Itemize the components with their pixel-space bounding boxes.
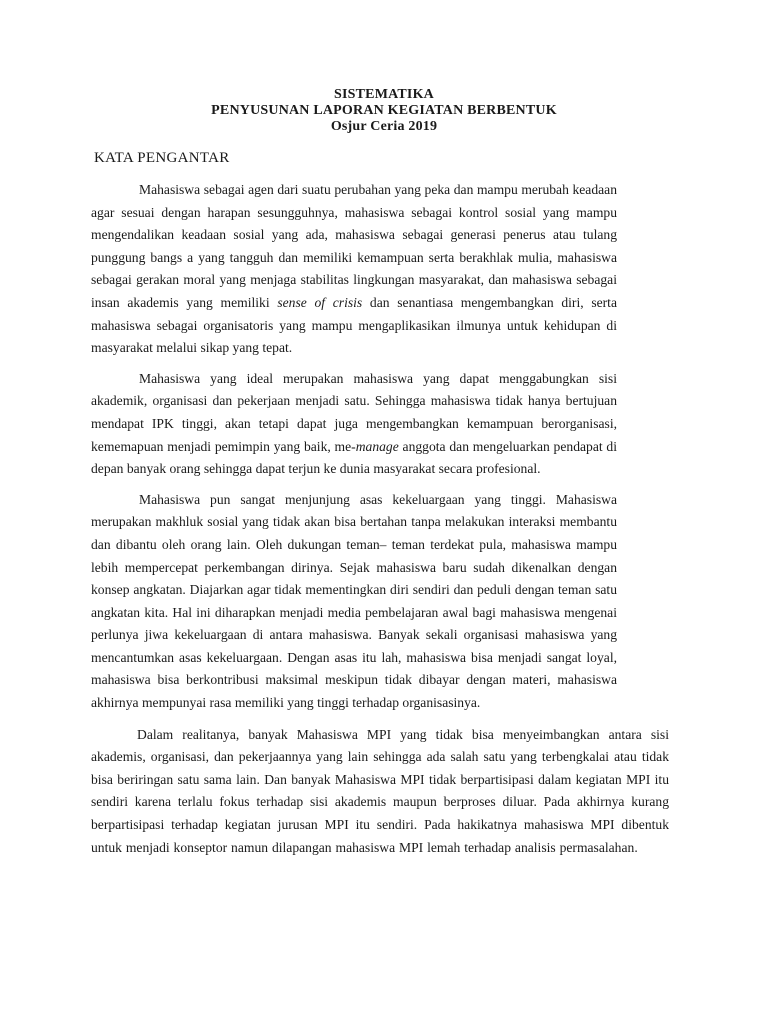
paragraph-1-italic-term: sense of crisis [277,294,363,310]
paragraph-1-text: Mahasiswa sebagai agen dari suatu perubahan yang peka dan mampu merubah keadaan agar sesuai dengan harapan sesungguhnya, mahasiswa sebagai kontrol sosial yang mampu mengendalikan keadaan sosial yang ada, mahasiswa sebagai generasi penerus atau tulang punggung bangs a yang tangguh dan memiliki kemampuan serta berakhlak mulia, mahasiswa sebagai gerakan moral yang menjaga stabilitas lingkungan masyarakat, dan mahasiswa sebagai insan akademis yang memiliki [91,182,617,310]
body-text [91,179,669,867]
paragraph-1 [91,179,617,360]
title-line-1: SISTEMATIKA [334,87,434,102]
title-line-3: Osjur Ceria 2019 [330,119,438,134]
document-title [0,87,768,135]
paragraph-2-text: Mahasiswa yang ideal merupakan mahasiswa yang dapat menggabungkan sisi akademik, organisasi dan pekerjaan menjadi satu. Sehingga mahasiswa tidak hanya bertujuan mendapat IPK tinggi, akan tetapi dapat juga mengembangkan kemampuan berorganisasi, kememapuan menjadi pemimpin yang baik, me- [91,370,617,454]
section-heading: KATA PENGANTAR [94,150,230,166]
title-line-2: PENYUSUNAN LAPORAN KEGIATAN BERBENTUK [211,103,557,118]
paragraph-3-text: Mahasiswa pun sangat menjunjung asas kekeluargaan yang tinggi. Mahasiswa merupakan makhluk sosial yang tidak akan bisa bertahan tanpa melakukan interaksi membantu dan dibantu oleh orang lain. Oleh dukungan teman– teman terdekat pula, mahasiswa mampu lebih mempercepat perkembangan dirinya. Sejak mahasiswa baru sudah dikenalkan dengan konsep angkatan. Diajarkan agar tidak mementingkan diri sendiri dan peduli dengan teman satu angkatan kita. Hal ini diharapkan menjadi media pembelajaran awal bagi mahasiswa mengenai perlunya jiwa kekeluargaan di antara mahasiswa. Banyak sekali organisasi mahasiswa yang mencantumkan asas kekeluargaan. Dengan asas itu lah, mahasiswa bisa menjadi sangat loyal, mahasiswa bisa berkontribusi maksimal meskipun tidak dibayar dengan materi, mahasiswa akhirnya mempunyai rasa memiliki yang tinggi terhadap organisasinya. [91,491,617,711]
paragraph-1-text-cont: dan senantiasa mengembangkan diri, serta mahasiswa sebagai organisatoris yang mampu mengaplikasikan ilmunya untuk kehidupan di masyarakat melalui sikap yang tepat. [91,294,617,356]
paragraph-4 [91,724,669,860]
paragraph-2-italic-term: manage [355,438,399,454]
paragraph-4-text: Dalam realitanya, banyak Mahasiswa MPI yang tidak bisa menyeimbangkan antara sisi akademis, organisasi, dan pekerjaannya yang lain sehingga ada salah satu yang terbengkalai atau tidak bisa beriringan satu sama lain. Dan banyak Mahasiswa MPI tidak berpartisipasi dalam kegiatan MPI itu sendiri karena terlalu fokus terhadap sisi akademis maupun berproses diluar. Pada akhirnya kurang berpartisipasi terhadap kegiatan jurusan MPI itu sendiri. Pada hakikatnya mahasiswa MPI dibentuk untuk menjadi konseptor namun dilapangan mahasiswa MPI lemah terhadap analisis permasalahan. [91,726,669,855]
paragraph-2 [91,368,617,481]
paragraph-3 [91,489,617,715]
paragraph-2-text-cont: anggota dan mengeluarkan pendapat di depan banyak orang sehingga dapat terjun ke dunia masyarakat secara profesional. [91,438,617,477]
